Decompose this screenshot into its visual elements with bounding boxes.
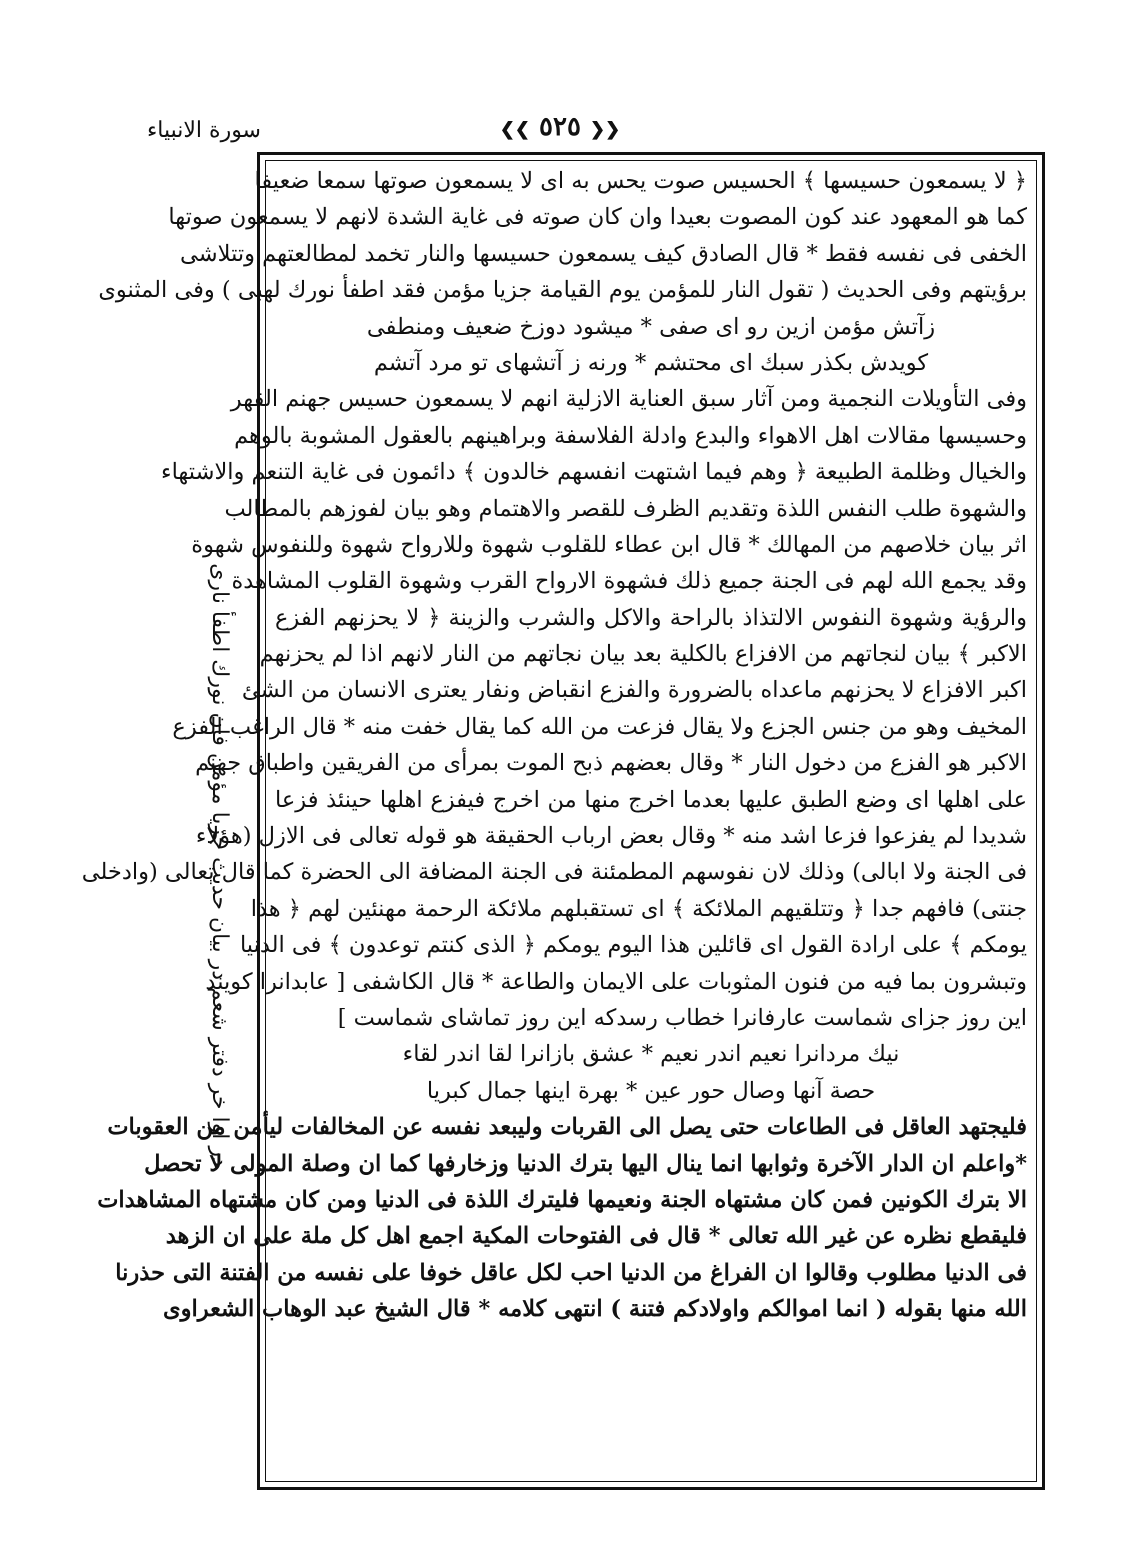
- text-line: *واعلم ان الدار الآخرة وثوابها انما ينال اليها بترك الدنيا وزخارفها كما ان وصلة المولى لا تحصل: [144, 1150, 1027, 1177]
- surah-title: سورة الانبياء: [146, 118, 261, 143]
- text-line: وحسيسها مقالات اهل الاهواء والبدع وادلة الفلاسفة وبراهينهم بالعقول المشوبة بالوهم: [234, 422, 1027, 449]
- text-line: وقد يجمع الله لهم فى الجنة جميع ذلك فشهوة الارواح القرب وشهوة القلوب المشاهدة: [231, 568, 1027, 595]
- text-line: شديدا لم يفزعوا فزعا اشد منه * وقال بعض ارباب الحقيقة هو قوله تعالى فى الازل (هؤلاء: [195, 823, 1027, 850]
- text-line: الخفى فى نفسه فقط * قال الصادق كيف يسمعون حسيسها والنار تخمد لمطالعتهم وتتلاشى: [180, 240, 1027, 267]
- text-line: يومكم ﴾ على ارادة القول اى قائلين هذا اليوم يومكم ﴿ الذى كنتم توعدون ﴾ فى الدنيا: [239, 932, 1027, 959]
- text-line: كما هو المعهود عند كون المصوت بعيدا وان كان صوته فى غاية الشدة لانهم لا يسمعون صوتها: [168, 204, 1027, 231]
- text-line: برؤيتهم وفى الحديث ( تقول النار للمؤمن يوم القيامة جزيا مؤمن فقد اطفأ نورك لهبى ) وفى المثنوى: [98, 277, 1027, 304]
- text-line: على اهلها اى وضع الطبق عليها بعدما اخرج منها من اخرج فيفزع اهلها حينئذ فزعا: [275, 786, 1027, 813]
- text-line: فى الجنة ولا ابالى) وذلك لان نفوسهم المطمئنة فى الجنة المضافة الى الحضرة كما قال تعالى (وادخلى: [81, 859, 1027, 886]
- text-line: الله منها بقوله ( انما اموالكم واولادكم فتنة ) انتهى كلامه * قال الشيخ عبد الوهاب الشعراوى: [163, 1296, 1027, 1323]
- text-line: والشهوة طلب النفس اللذة وتقديم الظرف للقصر والاهتمام وهو بيان لفوزهم بالمطالب: [224, 495, 1027, 522]
- text-line: فى الدنيا مطلوب وقالوا ان الفراغ من الدنيا احب لكل عاقل خوفا على نفسه من الفتنة التى حذرنا: [115, 1259, 1027, 1286]
- text-line: وتبشرون بما فيه من فنون المثوبات على الايمان والطاعة * قال الكاشفى [ عابدانرا كويند: [205, 968, 1027, 995]
- text-line: فليجتهد العاقل فى الطاعات حتى يصل الى القربات وليبعد نفسه عن المخالفات ليأمن من العقوبات: [107, 1114, 1027, 1141]
- text-line: الاكبر ﴾ بيان لنجاتهم من الافزاع بالكلية بعد بيان نجاتهم من النار لانهم اذا لم يحزنهم: [259, 641, 1027, 668]
- ornament-left: ❯❯: [499, 119, 530, 140]
- page-number: ٥٢٥: [539, 112, 581, 142]
- text-line: جنتى) فافهم جدا ﴿ وتتلقيهم الملائكة ﴾ اى تستقبلهم ملائكة الرحمة مهنئين لهم ﴿ هذا: [250, 895, 1027, 922]
- text-line: والخيال وظلمة الطبيعة ﴿ وهم فيما اشتهت انفسهم خالدون ﴾ دائمون فى غاية التنعم والاشتهاء: [161, 459, 1027, 486]
- text-line: الا بترك الكونين فمن كان مشتهاه الجنة ونعيمها فليترك اللذة فى الدنيا ومن كان مشتهاه المشاهدات: [97, 1186, 1027, 1213]
- ornament-right: ❮❮: [590, 119, 621, 140]
- verse-line: زآتش مؤمن ازين رو اى صفى * ميشود دوزخ ضعيف ومنطفى: [366, 313, 936, 340]
- text-line: ﴿ لا يسمعون حسيسها ﴾ الحسيس صوت يحس به اى لا يسمعون صوتها سمعا ضعيفا: [254, 168, 1027, 194]
- text-line: الاكبر هو الفزع من دخول النار * وقال بعضهم ذبح الموت بمرأى من الفريقين واطباق جهنم: [195, 750, 1027, 777]
- text-line: اثر بيان خلاصهم من المهالك * قال ابن عطاء للقلوب شهوة وللارواح شهوة وللنفوس شهوة: [191, 531, 1027, 558]
- text-line: وفى التأويلات النجمية ومن آثار سبق العناية الازلية انهم لا يسمعون حسيس جهنم القهر: [230, 386, 1027, 413]
- text-line: اين روز جزاى شماست عارفانرا خطاب رسدكه اين روز تماشاى شماست ]: [337, 1004, 1027, 1031]
- text-line: والرؤية وشهوة النفوس الالتذاذ بالراحة والاكل والشرب والزينة ﴿ لا يحزنهم الفزع: [275, 604, 1027, 631]
- verse-line: حصة آنها وصال حور عين * بهرة اينها جمال كبريا: [426, 1077, 876, 1104]
- page-number-header: [500, 112, 620, 142]
- text-line: فليقطع نظره عن غير الله تعالى * قال فى الفتوحات المكية اجمع اهل كل ملة على ان الزهد: [165, 1223, 1027, 1250]
- text-line: اكبر الافزاع لا يحزنهم ماعداه بالضرورة والفزع انقباض ونفار يعترى الانسان من الشئ: [241, 677, 1027, 704]
- verse-line: نيك مردانرا نعيم اندر نعيم * عشق بازانرا لقا اندر لقاء: [402, 1041, 900, 1068]
- text-line: المخيف وهو من جنس الجزع ولا يقال فزعت من الله كما يقال خفت منه * قال الراغب الفزع: [172, 713, 1027, 740]
- verse-line: كويدش بكذر سبك اى محتشم * ورنه ز آتشهاى تو مرد آتشم: [373, 349, 929, 376]
- margin-note: در اوا خر دفتر شعم در بيان حديث جزيا مؤمن فان نورك اطفأ نارى: [207, 563, 232, 1167]
